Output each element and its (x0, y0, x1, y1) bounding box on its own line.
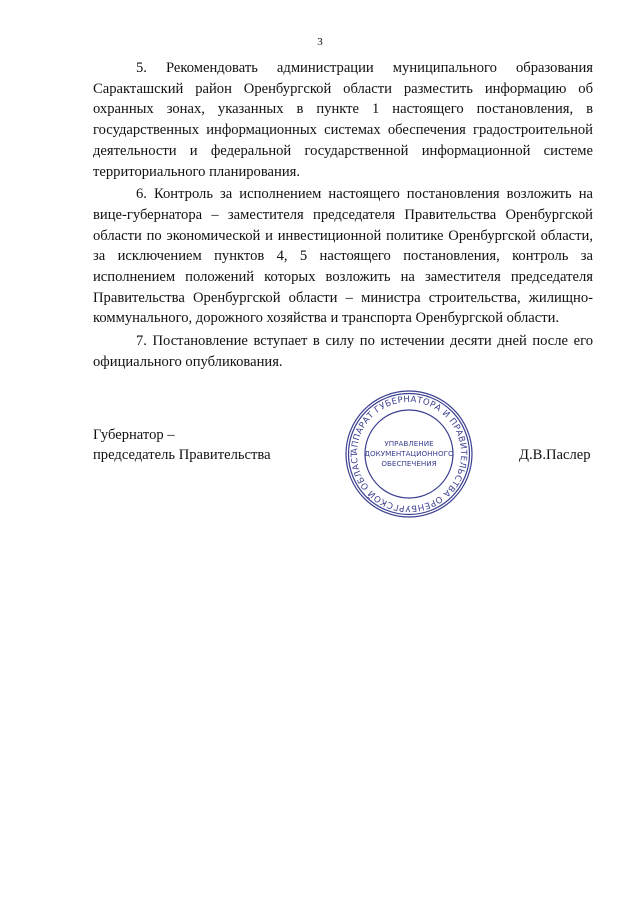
seal-inner-line3: ОБЕСПЕЧЕНИЯ (381, 459, 437, 468)
signatory-title (93, 425, 271, 465)
seal-stamp-icon (343, 388, 475, 520)
signatory-name: Д.В.Паслер (519, 447, 591, 463)
seal-ring-text: АППАРАТ ГУБЕРНАТОРА И ПРАВИТЕЛЬСТВА ОРЕНБУРГСКОЙ ОБЛАСТ (349, 394, 469, 514)
page-number: 3 (317, 36, 323, 48)
seal-inner-line1: УПРАВЛЕНИЕ (384, 439, 434, 448)
paragraph-6: 6. Контроль за исполнением настоящего постановления возложить на вице-губернатора – заместителя председателя Правительства Оренбургской области по экономической и инвестиционной политике Оренбургской области, за исключением пунктов 4, 5 настоящего постановления, контроль за исполнением положений которых возложить на заместителя председателя Правительства Оренбургской области – министра строительства, жилищно-коммунального, дорожного хозяйства и транспорта Оренбургской области. (93, 186, 593, 327)
paragraph-7: 7. Постановление вступает в силу по истечении десяти дней после его официального опубликования. (93, 333, 593, 370)
body-text (93, 58, 593, 375)
signatory-title-line2: председатель Правительства (93, 447, 271, 463)
signatory-title-line1: Губернатор – (93, 427, 175, 443)
official-seal (343, 388, 475, 520)
seal-inner-line2: ДОКУМЕНТАЦИОННОГО (364, 449, 454, 458)
paragraph-5: 5. Рекомендовать администрации муниципального образования Саракташский район Оренбургской области разместить информацию об охранных зонах, указанных в пункте 1 настоящего постановления, в государственных информационных системах обеспечения градостроительной деятельности и федеральной государственной информационной системе территориального планирования. (93, 60, 593, 180)
